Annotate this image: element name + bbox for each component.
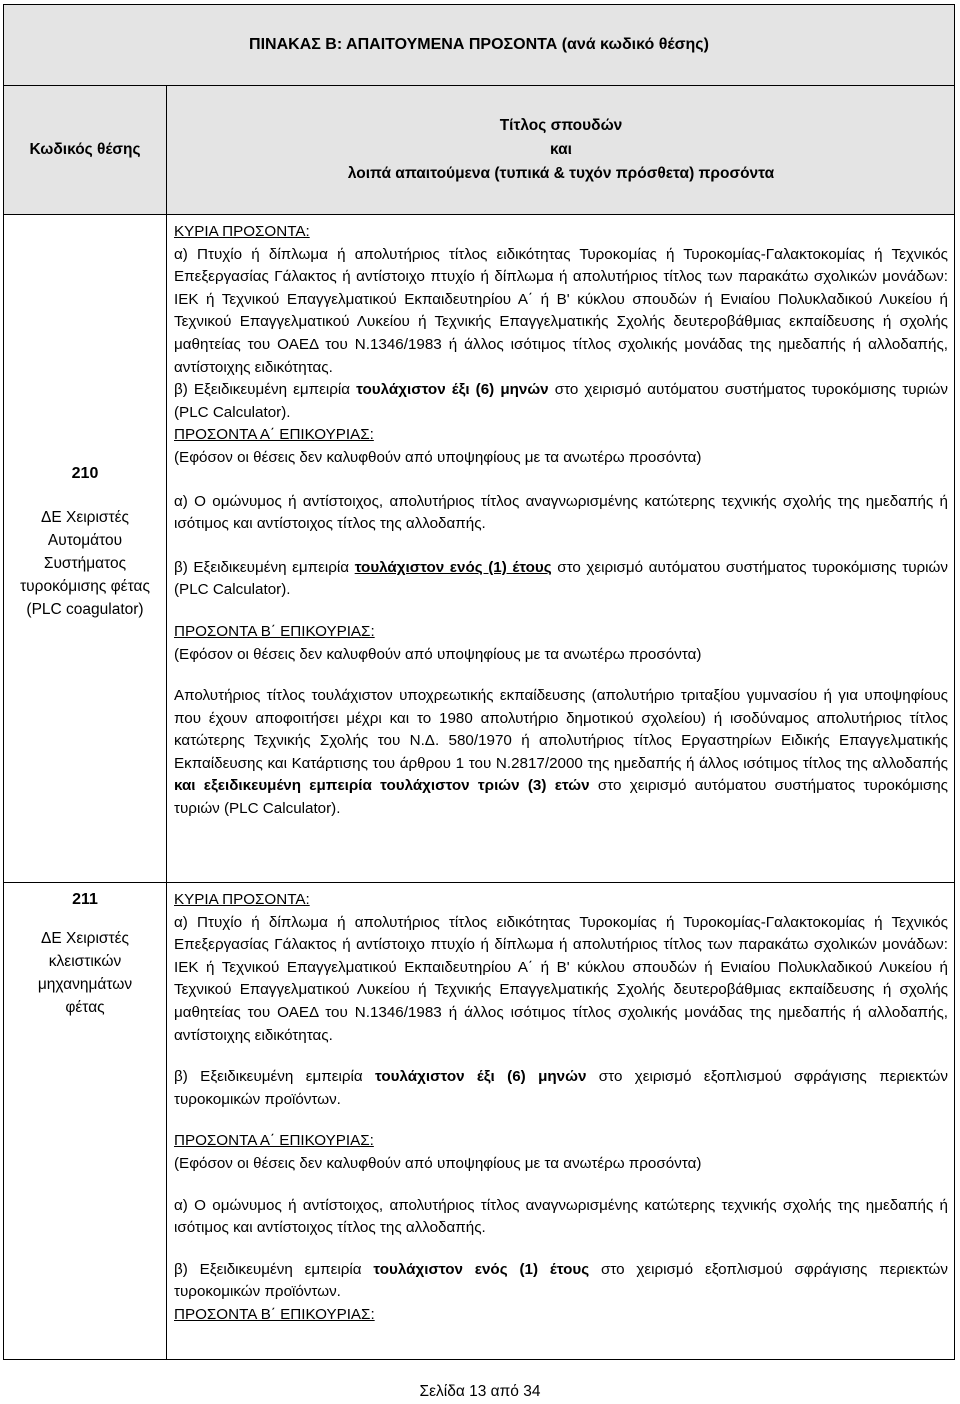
position-name-line: τυροκόμισης φέτας (20, 577, 150, 595)
requirements-cell (167, 883, 954, 1359)
secondary-a-heading: ΠΡΟΣΟΝΤΑ Α΄ ΕΠΙΚΟΥΡΙΑΣ: (174, 426, 374, 444)
main-qualification-b: β) Εξειδικευμένη εμπειρία τουλάχιστον έξι (6) μηνών στο χειρισμό εξοπλισμού σφράγισης περιεκτών τυροκομικών προϊόντων. (174, 1068, 948, 1108)
position-cell (4, 215, 167, 882)
position-name-line: ΔΕ Χειριστές (40, 508, 130, 526)
position-cell (4, 883, 167, 1359)
secondary-a-qualification-a: α) Ο ομώνυμος ή αντίστοιχος, απολυτήριος τίτλος αναγνωρισμένης κατώτερης τεχνικής σχολής της ημεδαπής ή ισότιμος και αντίστοιχος τίτλος της αλλοδαπής. (174, 1196, 948, 1237)
main-qualification-a: α) Πτυχίο ή δίπλωμα ή απολυτήριος τίτλος ειδικότητας Τυροκομίας ή Τυροκομίας-Γαλακτοκομίας ή Τεχνικός Επεξεργασίας Γάλακτος ή αντίστοιχο πτυχίο ή δίπλωμα ή απολυτήριος τίτλος των παρακάτω σχολικών μονάδων: ΙΕΚ ή Τεχνικού Επαγγελματικού Εκπαιδευτηρίου Α΄ ή Β' κύκλου σπουδών ή Ενιαίου Πολυκλαδικού Λυκείου ή Τεχνικού Επαγγελματικού Λυκείου ή Τεχνικής Επαγγελματικής Σχολής δευτεροβάθμιας εκπαίδευσης ή σχολής μαθητείας του ΟΑΕΔ του Ν.1346/1983 ή άλλος ισότιμος τίτλος σχολικής μονάδας της ημεδαπής ή αλλοδαπής, αντίστοιχης ειδικότητας. (174, 245, 948, 376)
secondary-a-qualification-a: α) Ο ομώνυμος ή αντίστοιχος, απολυτήριος τίτλος αναγνωρισμένης κατώτερης τεχνικής σχολής της ημεδαπής ή ισότιμος και αντίστοιχος τίτλος της αλλοδαπής. (174, 492, 948, 533)
table-row (3, 215, 955, 883)
position-code: 210 (71, 465, 99, 482)
position-name-line: μηχανημάτων (37, 975, 133, 993)
secondary-a-qualification-b: β) Εξειδικευμένη εμπειρία τουλάχιστον ενός (1) έτους στο χειρισμό εξοπλισμού σφράγισης περιεκτών τυροκομικών προϊόντων. (174, 1260, 948, 1301)
secondary-b-heading: ΠΡΟΣΟΝΤΑ Β΄ ΕΠΙΚΟΥΡΙΑΣ: (174, 622, 375, 640)
header-code: Κωδικός θέσης (4, 86, 167, 214)
header-title-line1: Τίτλος σπουδών (499, 117, 623, 134)
position-name-line: κλειστικών (48, 952, 122, 970)
main-qualification-b: β) Εξειδικευμένη εμπειρία τουλάχιστον έξι (6) μηνών στο χειρισμό αυτόματου συστήματος τυροκόμισης τυριών (PLC Calculator). (174, 381, 948, 421)
secondary-b-heading: ΠΡΟΣΟΝΤΑ Β΄ ΕΠΙΚΟΥΡΙΑΣ: (174, 1305, 375, 1323)
secondary-a-note: (Εφόσον οι θέσεις δεν καλυφθούν από υποψηφίους με τα ανωτέρω προσόντα) (174, 1154, 702, 1172)
position-name-line: Αυτομάτου (47, 531, 123, 549)
position-name-line: Συστήματος (43, 554, 127, 572)
table-title: ΠΙΝΑΚΑΣ Β: ΑΠΑΙΤΟΥΜΕΝΑ ΠΡΟΣΟΝΤΑ (ανά κωδικό θέσης) (3, 4, 955, 86)
header-title-line2: και (550, 141, 572, 158)
header-row (3, 86, 955, 215)
secondary-b-note: (Εφόσον οι θέσεις δεν καλυφθούν από υποψηφίους με τα ανωτέρω προσόντα) (174, 645, 702, 663)
position-name-line: (PLC coagulator) (26, 600, 144, 618)
table-row (3, 883, 955, 1360)
secondary-a-heading: ΠΡΟΣΟΝΤΑ Α΄ ΕΠΙΚΟΥΡΙΑΣ: (174, 1132, 374, 1150)
secondary-a-qualification-b: β) Εξειδικευμένη εμπειρία τουλάχιστον ενός (1) έτους στο χειρισμό αυτόματου συστήματος τυροκόμισης τυριών (PLC Calculator). (174, 558, 948, 599)
requirements-table (3, 4, 955, 1360)
secondary-a-note: (Εφόσον οι θέσεις δεν καλυφθούν από υποψηφίους με τα ανωτέρω προσόντα) (174, 448, 702, 466)
position-code: 211 (72, 891, 98, 908)
position-name-line: ΔΕ Χειριστές (40, 929, 130, 947)
main-qualifications-heading: ΚΥΡΙΑ ΠΡΟΣΟΝΤΑ: (174, 223, 310, 240)
secondary-b-text: Απολυτήριος τίτλος τουλάχιστον υποχρεωτικής εκπαίδευσης (απολυτήριο τριταξίου γυμνασίου ή για υποψηφίους που έχουν αποφοιτήσει μέχρι και το 1980 απολυτήριο δημοτικού σχολείου) ή ισοδύναμος απολυτήριος τίτλος κατώτερης Τεχνικής Σχολής του Ν.Δ. 580/1970 ή απολυτήριος τίτλος Εργαστηρίων Ειδικής Επαγγελματικής Εκπαίδευσης και Κατάρτισης του άρθρου 1 του Ν.2817/2000 της ημεδαπής ή άλλος ισότιμος τίτλος της αλλοδαπής και εξειδικευμένη εμπειρία τουλάχιστον τριών (3) ετών στο χειρισμό αυτόματου συστήματος τυροκόμισης τυριών (PLC Calculator). (174, 687, 948, 818)
header-title (167, 86, 954, 214)
position-name-line: φέτας (65, 998, 105, 1016)
main-qualifications-heading: ΚΥΡΙΑ ΠΡΟΣΟΝΤΑ: (174, 891, 310, 908)
main-qualification-a: α) Πτυχίο ή δίπλωμα ή απολυτήριος τίτλος ειδικότητας Τυροκομίας ή Τυροκομίας-Γαλακτοκομίας ή Τεχνικός Επεξεργασίας Γάλακτος ή αντίστοιχο πτυχίο ή δίπλωμα ή απολυτήριος τίτλος των παρακάτω σχολικών μονάδων: ΙΕΚ ή Τεχνικού Επαγγελματικού Εκπαιδευτηρίου Α΄ ή Β' κύκλου σπουδών ή Ενιαίου Πολυκλαδικού Λυκείου ή Τεχνικού Επαγγελματικού Λυκείου ή Τεχνικής Επαγγελματικής Σχολής δευτεροβάθμιας εκπαίδευσης ή σχολής μαθητείας του ΟΑΕΔ του Ν.1346/1983 ή άλλος ισότιμος τίτλος σχολικής μονάδας της ημεδαπής ή αλλοδαπής, αντίστοιχης ειδικότητας. (174, 913, 948, 1044)
requirements-cell (167, 215, 954, 882)
page-number: Σελίδα 13 από 34 (419, 1383, 541, 1400)
header-title-line3: λοιπά απαιτούμενα (τυπικά & τυχόν πρόσθετα) προσόντα (347, 165, 775, 182)
